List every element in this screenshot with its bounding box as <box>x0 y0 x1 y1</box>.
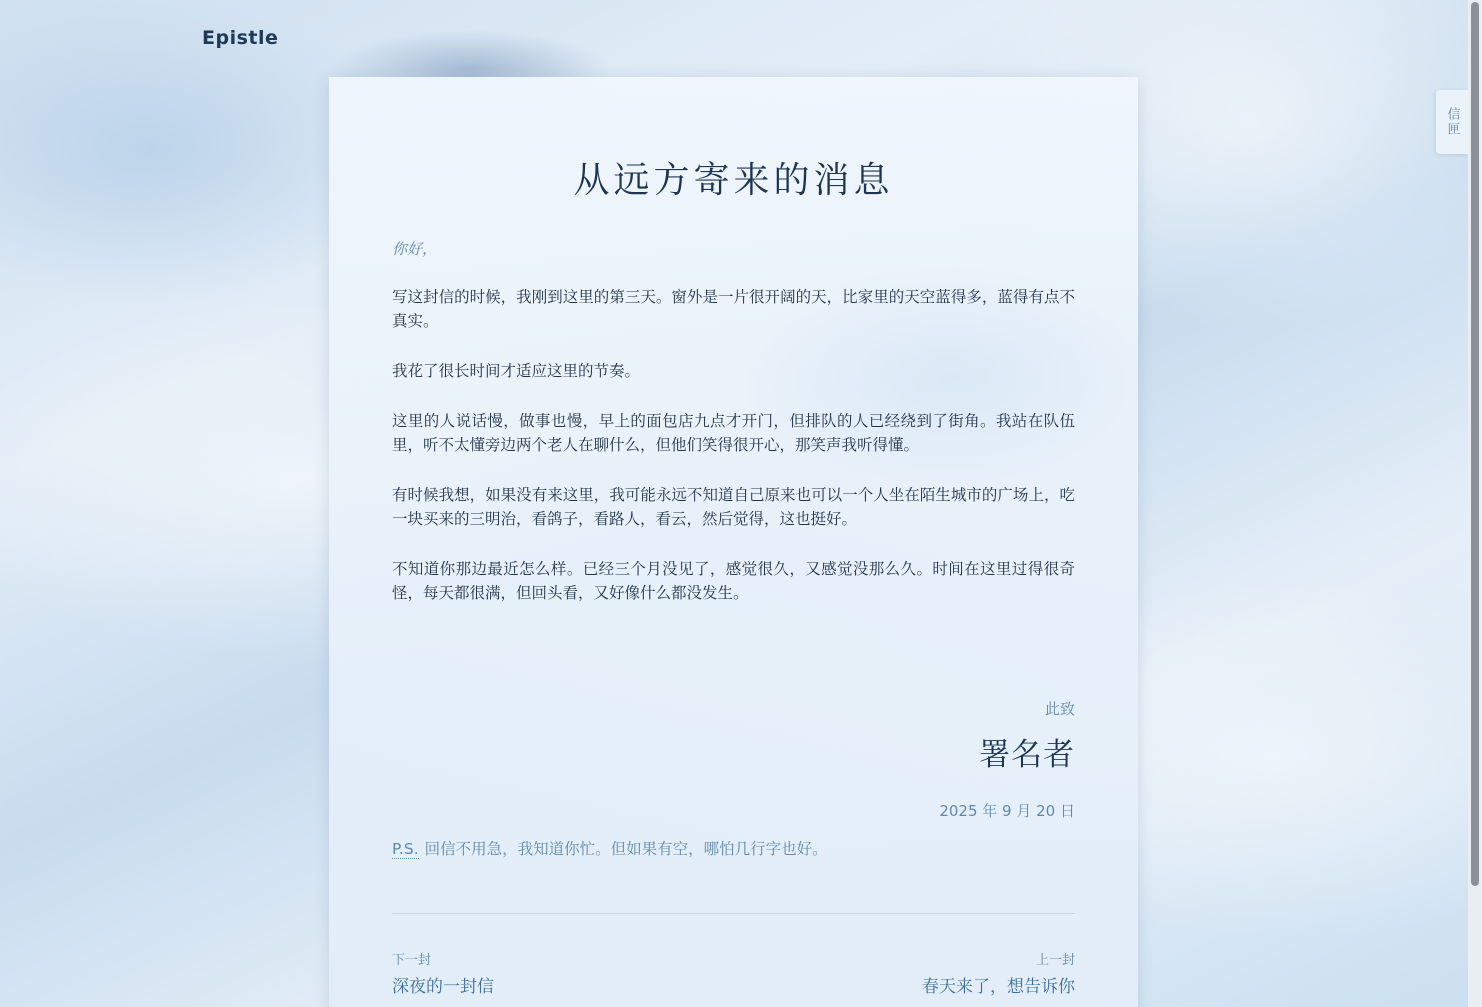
letter-greeting: 你好， <box>392 240 438 258</box>
postscript-label: P.S. <box>392 840 419 858</box>
nav-divider <box>392 913 1075 914</box>
letter-card <box>329 77 1138 1007</box>
next-letter-link[interactable] <box>392 952 494 998</box>
letter-signature: 署名者 <box>979 737 1075 773</box>
letter-paragraph: 写这封信的时候，我刚到这里的第三天。窗外是一片很开阔的天，比家里的天空蓝得多，蓝得有点不真实。 <box>392 288 1075 330</box>
previous-letter-link[interactable] <box>922 952 1075 998</box>
page-scrollbar[interactable] <box>1468 0 1482 1007</box>
letter-postscript <box>392 838 1075 860</box>
letterbox-tab-label: 信匣 <box>1444 107 1460 137</box>
postscript-text: 回信不用急，我知道你忙。但如果有空，哪怕几行字也好。 <box>424 840 828 858</box>
letter-navigation <box>392 952 1075 998</box>
letter-title: 从远方寄来的消息 <box>573 160 894 201</box>
previous-letter-label: 上一封 <box>1035 953 1075 968</box>
letter-date: 2025 年 9 月 20 日 <box>939 802 1075 820</box>
scrollbar-thumb[interactable] <box>1471 2 1479 886</box>
letter-paragraph: 这里的人说话慢，做事也慢，早上的面包店九点才开门，但排队的人已经绕到了街角。我站在队伍里，听不太懂旁边两个老人在聊什么，但他们笑得很开心，那笑声我听得懂。 <box>392 412 1075 454</box>
letterbox-tab[interactable] <box>1436 90 1468 154</box>
brand-logo[interactable]: Epistle <box>202 27 279 49</box>
letter-paragraph: 我花了很长时间才适应这里的节奏。 <box>392 362 641 380</box>
next-letter-title: 深夜的一封信 <box>392 977 494 997</box>
previous-letter-title: 春天来了，想告诉你 <box>922 977 1075 997</box>
letter-paragraph: 有时候我想，如果没有来这里，我可能永远不知道自己原来也可以一个人坐在陌生城市的广场上，吃一块买来的三明治，看鸽子，看路人，看云，然后觉得，这也挺好。 <box>392 486 1075 528</box>
letter-paragraph: 不知道你那边最近怎么样。已经三个月没见了，感觉很久，又感觉没那么久。时间在这里过得很奇怪，每天都很满，但回头看，又好像什么都没发生。 <box>392 560 1075 602</box>
letter-closing: 此致 <box>1044 700 1075 718</box>
next-letter-label: 下一封 <box>392 953 432 968</box>
